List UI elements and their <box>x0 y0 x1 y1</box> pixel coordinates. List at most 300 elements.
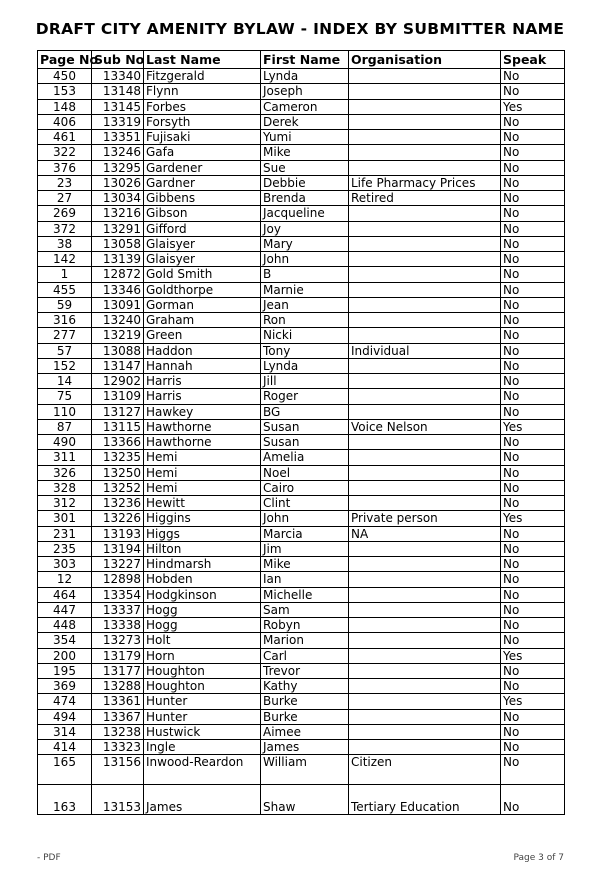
cell-page-no: 447 <box>38 602 92 617</box>
cell-first-name: Lynda <box>261 69 349 84</box>
cell-last-name: Harris <box>144 389 261 404</box>
cell-organisation <box>349 328 501 343</box>
cell-sub-no: 13227 <box>92 557 144 572</box>
cell-sub-no: 13148 <box>92 84 144 99</box>
cell-page-no: 450 <box>38 69 92 84</box>
cell-first-name: Susan <box>261 419 349 434</box>
cell-last-name: Green <box>144 328 261 343</box>
cell-first-name: Jill <box>261 374 349 389</box>
cell-organisation <box>349 572 501 587</box>
table-row <box>38 175 565 190</box>
table-row <box>38 648 565 663</box>
cell-page-no: 14 <box>38 374 92 389</box>
cell-sub-no: 13058 <box>92 236 144 251</box>
table-row <box>38 358 565 373</box>
table-row <box>38 587 565 602</box>
table-row <box>38 618 565 633</box>
cell-page-no: 455 <box>38 282 92 297</box>
table-row <box>38 404 565 419</box>
cell-speak: No <box>501 114 565 129</box>
cell-speak: No <box>501 297 565 312</box>
cell-first-name: Lynda <box>261 358 349 373</box>
table-row <box>38 267 565 282</box>
cell-organisation <box>349 602 501 617</box>
footer-page-number: Page 3 of 7 <box>513 853 564 863</box>
cell-last-name: Fitzgerald <box>144 69 261 84</box>
table-row <box>38 740 565 755</box>
cell-page-no: 38 <box>38 236 92 251</box>
cell-organisation <box>349 679 501 694</box>
cell-sub-no: 13147 <box>92 358 144 373</box>
cell-organisation: Private person <box>349 511 501 526</box>
cell-organisation <box>349 404 501 419</box>
cell-organisation: Life Pharmacy Prices <box>349 175 501 190</box>
cell-last-name: Gibson <box>144 206 261 221</box>
cell-first-name: Jean <box>261 297 349 312</box>
cell-speak: No <box>501 236 565 251</box>
cell-organisation <box>349 84 501 99</box>
table-row <box>38 221 565 236</box>
table-row <box>38 663 565 678</box>
cell-first-name: Cairo <box>261 480 349 495</box>
cell-sub-no: 13354 <box>92 587 144 602</box>
cell-speak: No <box>501 785 565 815</box>
table-row <box>38 236 565 251</box>
cell-sub-no: 12898 <box>92 572 144 587</box>
cell-speak: No <box>501 282 565 297</box>
cell-page-no: 376 <box>38 160 92 175</box>
cell-speak: No <box>501 374 565 389</box>
cell-sub-no: 13366 <box>92 435 144 450</box>
cell-first-name: Jim <box>261 541 349 556</box>
cell-page-no: 142 <box>38 252 92 267</box>
cell-sub-no: 13351 <box>92 130 144 145</box>
cell-sub-no: 13338 <box>92 618 144 633</box>
cell-last-name: Hunter <box>144 694 261 709</box>
table-row <box>38 511 565 526</box>
cell-page-no: 110 <box>38 404 92 419</box>
cell-last-name: Hemi <box>144 480 261 495</box>
cell-sub-no: 13216 <box>92 206 144 221</box>
cell-last-name: Houghton <box>144 679 261 694</box>
cell-speak: No <box>501 740 565 755</box>
cell-last-name: Gorman <box>144 297 261 312</box>
cell-organisation <box>349 724 501 739</box>
header-sub-no: Sub No <box>92 51 144 69</box>
cell-sub-no: 13346 <box>92 282 144 297</box>
table-row <box>38 602 565 617</box>
cell-page-no: 235 <box>38 541 92 556</box>
cell-last-name: Hemi <box>144 465 261 480</box>
footer-source: - PDF <box>37 853 61 863</box>
cell-speak: No <box>501 145 565 160</box>
cell-organisation <box>349 130 501 145</box>
cell-first-name: Michelle <box>261 587 349 602</box>
cell-first-name: Shaw <box>261 785 349 815</box>
cell-sub-no: 13177 <box>92 663 144 678</box>
cell-organisation <box>349 694 501 709</box>
cell-first-name: Yumi <box>261 130 349 145</box>
cell-first-name: Robyn <box>261 618 349 633</box>
cell-sub-no: 13337 <box>92 602 144 617</box>
cell-page-no: 27 <box>38 191 92 206</box>
cell-last-name: Gafa <box>144 145 261 160</box>
cell-page-no: 461 <box>38 130 92 145</box>
table-row <box>38 343 565 358</box>
cell-speak: Yes <box>501 511 565 526</box>
cell-last-name: Hawthorne <box>144 435 261 450</box>
cell-page-no: 326 <box>38 465 92 480</box>
cell-page-no: 59 <box>38 297 92 312</box>
cell-first-name: Derek <box>261 114 349 129</box>
cell-speak: No <box>501 175 565 190</box>
cell-sub-no: 12902 <box>92 374 144 389</box>
cell-speak: No <box>501 724 565 739</box>
cell-speak: No <box>501 191 565 206</box>
cell-first-name: Ron <box>261 313 349 328</box>
cell-sub-no: 13091 <box>92 297 144 312</box>
cell-organisation <box>349 267 501 282</box>
cell-sub-no: 13235 <box>92 450 144 465</box>
cell-first-name: Mary <box>261 236 349 251</box>
cell-first-name: Marcia <box>261 526 349 541</box>
cell-sub-no: 13288 <box>92 679 144 694</box>
cell-sub-no: 13156 <box>92 755 144 785</box>
cell-sub-no: 13145 <box>92 99 144 114</box>
table-row <box>38 99 565 114</box>
cell-last-name: Hannah <box>144 358 261 373</box>
cell-speak: No <box>501 465 565 480</box>
cell-speak: No <box>501 221 565 236</box>
cell-organisation <box>349 663 501 678</box>
cell-page-no: 277 <box>38 328 92 343</box>
cell-first-name: Brenda <box>261 191 349 206</box>
cell-speak: No <box>501 557 565 572</box>
cell-speak: No <box>501 679 565 694</box>
table-row <box>38 114 565 129</box>
cell-first-name: Mike <box>261 557 349 572</box>
cell-page-no: 328 <box>38 480 92 495</box>
cell-speak: No <box>501 435 565 450</box>
cell-speak: Yes <box>501 99 565 114</box>
cell-speak: No <box>501 633 565 648</box>
cell-sub-no: 12872 <box>92 267 144 282</box>
cell-first-name: Aimee <box>261 724 349 739</box>
cell-sub-no: 13323 <box>92 740 144 755</box>
cell-sub-no: 13340 <box>92 69 144 84</box>
cell-page-no: 311 <box>38 450 92 465</box>
table-row <box>38 633 565 648</box>
cell-page-no: 200 <box>38 648 92 663</box>
cell-page-no: 301 <box>38 511 92 526</box>
table-header-row <box>38 51 565 69</box>
cell-first-name: Cameron <box>261 99 349 114</box>
cell-sub-no: 13109 <box>92 389 144 404</box>
cell-last-name: Hodgkinson <box>144 587 261 602</box>
cell-page-no: 406 <box>38 114 92 129</box>
cell-speak: No <box>501 267 565 282</box>
cell-sub-no: 13219 <box>92 328 144 343</box>
table-row <box>38 374 565 389</box>
cell-page-no: 312 <box>38 496 92 511</box>
cell-organisation <box>349 480 501 495</box>
table-row <box>38 755 565 785</box>
cell-organisation <box>349 99 501 114</box>
table-body <box>38 69 565 815</box>
table-row <box>38 709 565 724</box>
cell-page-no: 23 <box>38 175 92 190</box>
cell-first-name: Amelia <box>261 450 349 465</box>
table-row <box>38 694 565 709</box>
cell-last-name: Hunter <box>144 709 261 724</box>
cell-first-name: James <box>261 740 349 755</box>
cell-organisation <box>349 450 501 465</box>
cell-last-name: Gardener <box>144 160 261 175</box>
cell-sub-no: 13236 <box>92 496 144 511</box>
table-row <box>38 252 565 267</box>
cell-sub-no: 13139 <box>92 252 144 267</box>
table-row <box>38 328 565 343</box>
table-row <box>38 145 565 160</box>
cell-organisation <box>349 313 501 328</box>
table-row <box>38 724 565 739</box>
cell-speak: No <box>501 130 565 145</box>
cell-page-no: 165 <box>38 755 92 785</box>
cell-page-no: 269 <box>38 206 92 221</box>
cell-organisation <box>349 114 501 129</box>
table-row <box>38 679 565 694</box>
table-row <box>38 480 565 495</box>
cell-last-name: Graham <box>144 313 261 328</box>
cell-page-no: 354 <box>38 633 92 648</box>
cell-sub-no: 13115 <box>92 419 144 434</box>
cell-page-no: 163 <box>38 785 92 815</box>
cell-first-name: Sue <box>261 160 349 175</box>
cell-last-name: Flynn <box>144 84 261 99</box>
cell-first-name: BG <box>261 404 349 419</box>
cell-organisation <box>349 541 501 556</box>
header-first-name: First Name <box>261 51 349 69</box>
cell-first-name: Jacqueline <box>261 206 349 221</box>
cell-speak: No <box>501 358 565 373</box>
cell-first-name: Marnie <box>261 282 349 297</box>
cell-sub-no: 13319 <box>92 114 144 129</box>
cell-organisation <box>349 557 501 572</box>
cell-first-name: Mike <box>261 145 349 160</box>
cell-first-name: Tony <box>261 343 349 358</box>
cell-organisation <box>349 648 501 663</box>
table-row <box>38 435 565 450</box>
cell-first-name: Carl <box>261 648 349 663</box>
cell-page-no: 152 <box>38 358 92 373</box>
cell-last-name: Gold Smith <box>144 267 261 282</box>
cell-organisation <box>349 740 501 755</box>
cell-last-name: Hewitt <box>144 496 261 511</box>
cell-first-name: Burke <box>261 694 349 709</box>
cell-first-name: Marion <box>261 633 349 648</box>
document-title: DRAFT CITY AMENITY BYLAW - INDEX BY SUBMITTER NAME <box>35 20 565 38</box>
cell-first-name: Joy <box>261 221 349 236</box>
cell-first-name: Susan <box>261 435 349 450</box>
cell-last-name: Horn <box>144 648 261 663</box>
table-row <box>38 130 565 145</box>
header-organisation: Organisation <box>349 51 501 69</box>
table-row <box>38 313 565 328</box>
cell-page-no: 474 <box>38 694 92 709</box>
cell-last-name: James <box>144 785 261 815</box>
cell-sub-no: 13193 <box>92 526 144 541</box>
cell-speak: No <box>501 343 565 358</box>
cell-last-name: Fujisaki <box>144 130 261 145</box>
cell-page-no: 414 <box>38 740 92 755</box>
cell-page-no: 303 <box>38 557 92 572</box>
cell-last-name: Hogg <box>144 602 261 617</box>
table-row <box>38 557 565 572</box>
cell-speak: No <box>501 84 565 99</box>
cell-speak: No <box>501 313 565 328</box>
cell-sub-no: 13240 <box>92 313 144 328</box>
cell-speak: Yes <box>501 419 565 434</box>
cell-sub-no: 13361 <box>92 694 144 709</box>
cell-first-name: Kathy <box>261 679 349 694</box>
cell-first-name: William <box>261 755 349 785</box>
cell-speak: No <box>501 541 565 556</box>
cell-sub-no: 13026 <box>92 175 144 190</box>
cell-last-name: Goldthorpe <box>144 282 261 297</box>
cell-sub-no: 13273 <box>92 633 144 648</box>
cell-organisation <box>349 633 501 648</box>
cell-first-name: Noel <box>261 465 349 480</box>
cell-last-name: Inwood-Reardon <box>144 755 261 785</box>
table-row <box>38 206 565 221</box>
cell-organisation <box>349 709 501 724</box>
cell-organisation: NA <box>349 526 501 541</box>
cell-organisation <box>349 236 501 251</box>
cell-last-name: Gardner <box>144 175 261 190</box>
cell-speak: No <box>501 206 565 221</box>
cell-last-name: Hilton <box>144 541 261 556</box>
cell-page-no: 494 <box>38 709 92 724</box>
cell-organisation <box>349 160 501 175</box>
cell-sub-no: 13246 <box>92 145 144 160</box>
cell-page-no: 57 <box>38 343 92 358</box>
cell-last-name: Hawkey <box>144 404 261 419</box>
cell-speak: No <box>501 496 565 511</box>
cell-organisation <box>349 435 501 450</box>
cell-page-no: 195 <box>38 663 92 678</box>
table-row <box>38 282 565 297</box>
cell-first-name: Joseph <box>261 84 349 99</box>
cell-speak: Yes <box>501 694 565 709</box>
cell-sub-no: 13250 <box>92 465 144 480</box>
cell-last-name: Forbes <box>144 99 261 114</box>
cell-sub-no: 13291 <box>92 221 144 236</box>
cell-page-no: 464 <box>38 587 92 602</box>
cell-last-name: Houghton <box>144 663 261 678</box>
cell-speak: No <box>501 602 565 617</box>
cell-last-name: Hustwick <box>144 724 261 739</box>
cell-organisation <box>349 618 501 633</box>
cell-last-name: Higgs <box>144 526 261 541</box>
cell-sub-no: 13295 <box>92 160 144 175</box>
cell-organisation: Individual <box>349 343 501 358</box>
cell-last-name: Haddon <box>144 343 261 358</box>
cell-page-no: 316 <box>38 313 92 328</box>
cell-speak: No <box>501 328 565 343</box>
cell-sub-no: 13238 <box>92 724 144 739</box>
cell-organisation <box>349 69 501 84</box>
table-row <box>38 785 565 815</box>
table-row <box>38 450 565 465</box>
table-row <box>38 389 565 404</box>
cell-organisation <box>349 252 501 267</box>
cell-first-name: B <box>261 267 349 282</box>
cell-page-no: 372 <box>38 221 92 236</box>
cell-organisation <box>349 145 501 160</box>
cell-speak: No <box>501 663 565 678</box>
cell-last-name: Holt <box>144 633 261 648</box>
cell-sub-no: 13252 <box>92 480 144 495</box>
cell-page-no: 490 <box>38 435 92 450</box>
cell-organisation <box>349 206 501 221</box>
cell-last-name: Hindmarsh <box>144 557 261 572</box>
cell-last-name: Gibbens <box>144 191 261 206</box>
cell-speak: No <box>501 69 565 84</box>
cell-organisation <box>349 221 501 236</box>
cell-organisation <box>349 389 501 404</box>
cell-speak: No <box>501 450 565 465</box>
cell-last-name: Harris <box>144 374 261 389</box>
cell-last-name: Higgins <box>144 511 261 526</box>
cell-speak: No <box>501 252 565 267</box>
cell-sub-no: 13153 <box>92 785 144 815</box>
cell-last-name: Hogg <box>144 618 261 633</box>
cell-page-no: 87 <box>38 419 92 434</box>
table-row <box>38 572 565 587</box>
table-row <box>38 496 565 511</box>
cell-first-name: Sam <box>261 602 349 617</box>
cell-first-name: Roger <box>261 389 349 404</box>
cell-last-name: Hemi <box>144 450 261 465</box>
cell-last-name: Hobden <box>144 572 261 587</box>
table-row <box>38 84 565 99</box>
cell-page-no: 314 <box>38 724 92 739</box>
cell-sub-no: 13179 <box>92 648 144 663</box>
cell-organisation: Retired <box>349 191 501 206</box>
table-row <box>38 297 565 312</box>
cell-first-name: Nicki <box>261 328 349 343</box>
cell-page-no: 12 <box>38 572 92 587</box>
cell-organisation <box>349 297 501 312</box>
cell-page-no: 1 <box>38 267 92 282</box>
cell-page-no: 153 <box>38 84 92 99</box>
cell-page-no: 322 <box>38 145 92 160</box>
cell-speak: No <box>501 618 565 633</box>
cell-sub-no: 13034 <box>92 191 144 206</box>
cell-sub-no: 13367 <box>92 709 144 724</box>
header-page-no: Page No <box>38 51 92 69</box>
cell-last-name: Hawthorne <box>144 419 261 434</box>
table-row <box>38 160 565 175</box>
cell-page-no: 75 <box>38 389 92 404</box>
cell-page-no: 231 <box>38 526 92 541</box>
cell-first-name: Trevor <box>261 663 349 678</box>
cell-speak: No <box>501 709 565 724</box>
cell-organisation: Citizen <box>349 755 501 785</box>
submitter-index-table <box>37 50 565 815</box>
header-last-name: Last Name <box>144 51 261 69</box>
cell-speak: No <box>501 480 565 495</box>
